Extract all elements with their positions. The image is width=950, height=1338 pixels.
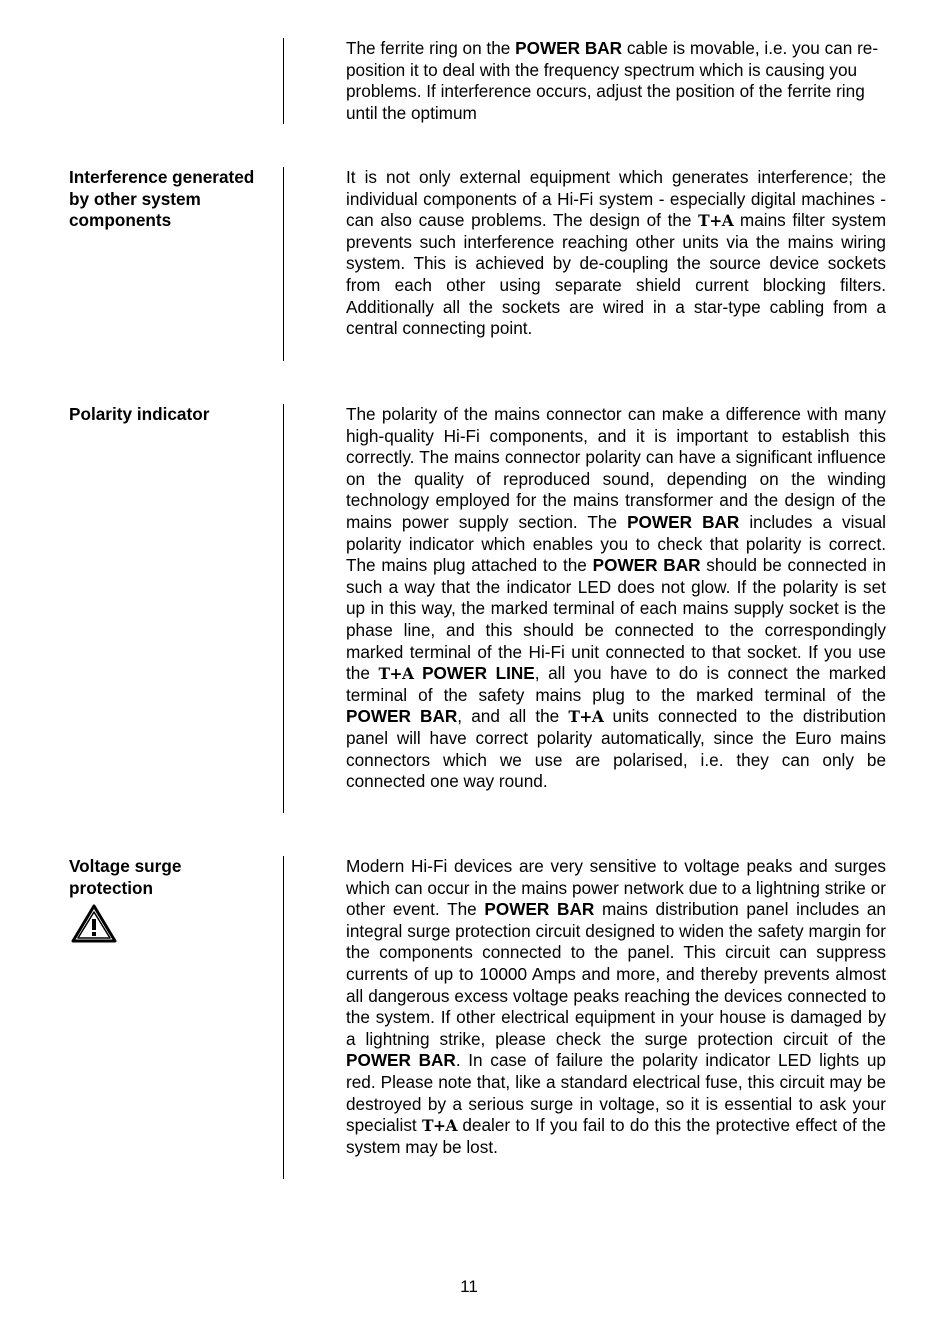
section-heading: Voltage surge protection (69, 856, 182, 898)
product-name: POWER BAR (515, 38, 623, 58)
text-run: It is not only external equipment which generates interference; the individual components of a Hi-Fi system - especially digital machines - can also cause problems. The design of the (346, 167, 886, 231)
section-heading: Polarity indicator (69, 404, 210, 424)
vertical-divider (283, 404, 284, 813)
product-name: POWER BAR (346, 1050, 456, 1071)
text-run: should be connected in such a way that the indicator LED does not glow. If the polarity is set up in this way, the marked terminal of each mains supply socket is the phase line, and this should be connected to the correspondingly marked terminal of the Hi-Fi unit connected to that socket. If you use the (346, 555, 886, 684)
vertical-divider (283, 856, 284, 1179)
page-number: 11 (460, 1277, 478, 1296)
polarity-paragraph (346, 404, 886, 793)
ta-logo: T+A (422, 1116, 458, 1136)
ta-logo: T+A (568, 707, 604, 727)
text-run: mains filter system prevents such interference reaching other units via the mains wiring system. This is achieved by de-coupling the source device sockets from each other using separate shield current blocking filters. Additionally all the sockets are wired in a star-type cabling from a central connecting point. (346, 210, 887, 339)
product-name: POWER BAR (346, 706, 458, 727)
section-heading: Interference generated by other system components (69, 167, 255, 230)
product-name: POWER BAR (484, 899, 595, 920)
product-name: POWER BAR (627, 511, 740, 532)
interference-paragraph (346, 167, 886, 340)
product-name: POWER BAR (592, 555, 701, 576)
text-run: dealer to If you fail to do this the protective effect of the system may be lost. (346, 1115, 886, 1157)
text-run: , and all the (457, 706, 569, 727)
ferrite-ring-paragraph (346, 38, 886, 124)
text-run: The polarity of the mains connector can make a difference with many high-quality Hi-Fi components, and it is important to establish this correctly. The mains connector polarity can have a significant influence on the quality of reproduced sound, depending on the winding technology employed for the mains transformer and the design of the mains power supply section. The (346, 404, 886, 532)
product-name: POWER LINE (422, 663, 535, 684)
ta-logo: T+A (698, 211, 734, 231)
text-run: units connected to the distribution panel will have correct polarity automatically, since the Euro mains connectors which we use are polarised, i.e. they can only be connected one way round. (346, 706, 886, 792)
text-run: . In case of failure the polarity indicator LED lights up red. Please note that, like a standard electrical fuse, this circuit may be destroyed by a serious surge in voltage, so it is essential to ask your specialist (346, 1050, 886, 1136)
vertical-divider (283, 167, 284, 361)
vertical-divider (283, 38, 284, 124)
warning-triangle-icon (71, 904, 117, 944)
surge-paragraph (346, 856, 886, 1158)
ta-logo: T+A (378, 664, 414, 684)
text-run: cable is movable, i.e. you can re-position it to deal with the frequency spectrum which is causing you problems. If interference occurs, adjust the position of the ferrite ring until the optimum (346, 38, 879, 123)
text-run: Modern Hi-Fi devices are very sensitive to voltage peaks and surges which can occur in the mains power network due to a lightning strike or other event. The (346, 856, 886, 920)
text-run: mains distribution panel includes an integral surge protection circuit designed to widen the safety margin for the components connected to the panel. This circuit can suppress currents of up to 10000 Amps and more, and thereby prevents almost all dangerous excess voltage peaks reaching the devices connected to the system. If other electrical equipment in your house is damaged by a lightning strike, please check the surge protection circuit of the (346, 899, 886, 1049)
text-run: The ferrite ring on the (346, 38, 516, 58)
text-run: , all you have to do is connect the marked terminal of the safety mains plug to the marked terminal of the (346, 663, 887, 705)
text-run: includes a visual polarity indicator which enables you to check that polarity is correct. The mains plug attached to the (346, 511, 886, 576)
